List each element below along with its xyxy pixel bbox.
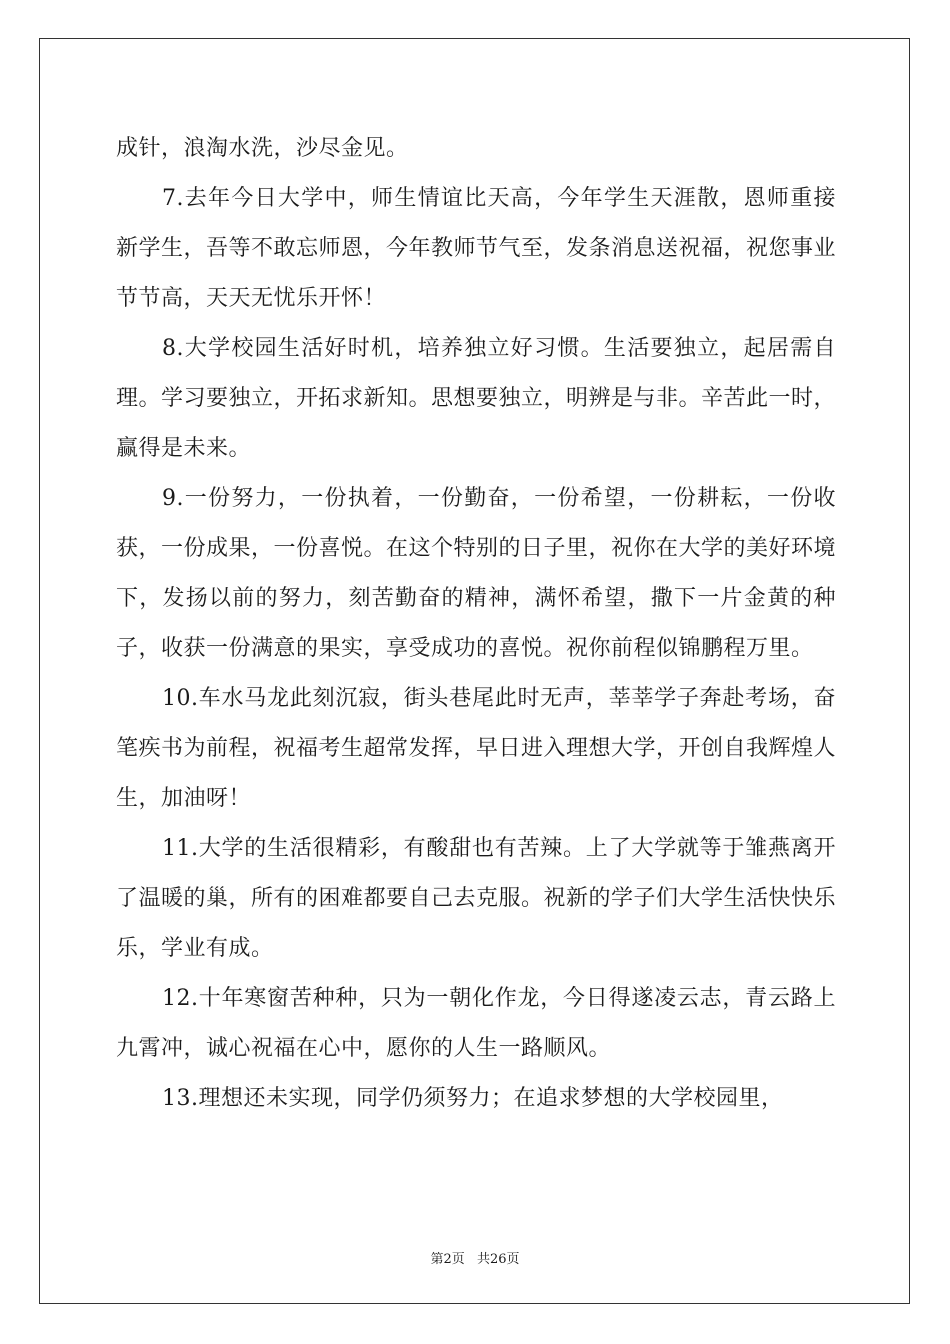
paragraph: 12.十年寒窗苦种种，只为一朝化作龙，今日得遂凌云志，青云路上九霄冲，诚心祝福在心中，愿你的人生一路顺风。: [116, 986, 836, 1061]
page-number: 第2页: [430, 1252, 465, 1267]
paragraph: 7.去年今日大学中，师生情谊比天高，今年学生天涯散，恩师重接新学生，吾等不敢忘师恩，今年教师节气至，发条消息送祝福，祝您事业节节高，天天无忧乐开怀！: [116, 186, 837, 311]
paragraph: 10.车水马龙此刻沉寂，街头巷尾此时无声，莘莘学子奔赴考场，奋笔疾书为前程，祝福考生超常发挥，早日进入理想大学，开创自我辉煌人生，加油呀！: [116, 686, 837, 811]
paragraph: 11.大学的生活很精彩，有酸甜也有苦辣。上了大学就等于雏燕离开了温暖的巢，所有的困难都要自己去克服。祝新的学子们大学生活快快乐乐，学业有成。: [116, 836, 837, 961]
page-footer: [0, 1248, 950, 1267]
paragraph: 13.理想还未实现，同学仍须努力；在追求梦想的大学校园里，: [162, 1086, 784, 1111]
paragraph: 成针，浪淘水洗，沙尽金见。: [116, 136, 409, 161]
paragraph: 9.一份努力，一份执着，一份勤奋，一份希望，一份耕耘，一份收获，一份成果，一份喜悦。在这个特别的日子里，祝你在大学的美好环境下，发扬以前的努力，刻苦勤奋的精神，满怀希望，撒下一片金黄的种子，收获一份满意的果实，享受成功的喜悦。祝你前程似锦鹏程万里。: [116, 486, 837, 661]
page-total: 共26页: [476, 1252, 520, 1267]
document-body: [116, 124, 836, 1124]
paragraph: 8.大学校园生活好时机，培养独立好习惯。生活要独立，起居需自理。学习要独立，开拓求新知。思想要独立，明辨是与非。辛苦此一时，赢得是未来。: [116, 336, 837, 461]
